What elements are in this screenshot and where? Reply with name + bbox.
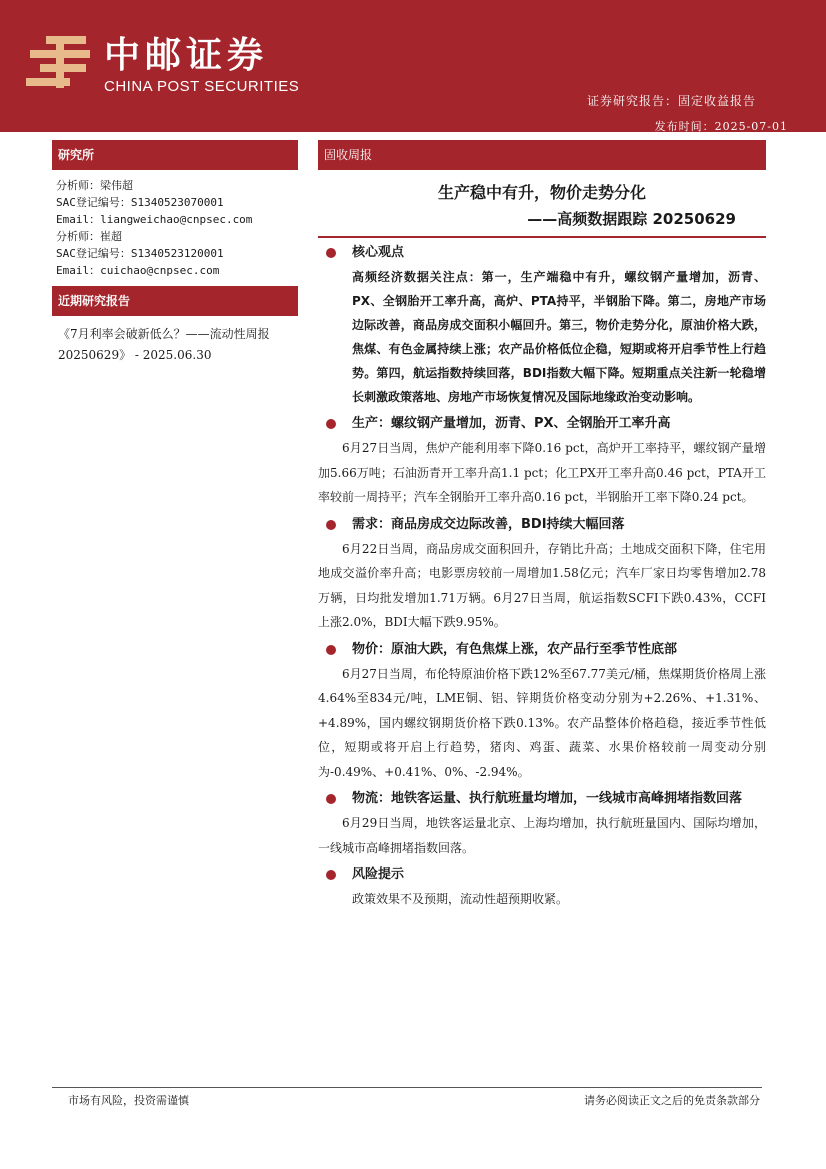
bullet-dot-icon [326,870,336,880]
analyst-info [52,170,298,286]
publish-date: 发布时间：2025-07-01 [654,120,788,133]
main-content [318,140,766,912]
recent-report-item[interactable]: 《7月利率会破新低么？——流动性周报 20250629》 - 2025.06.30 [58,327,270,362]
analyst-line: 分析师：崔超 [56,230,122,243]
footer-disclaimer-note: 请务必阅读正文之后的免责条款部分 [584,1094,760,1107]
section-body-core: 高频经济数据关注点：第一，生产端稳中有升，螺纹钢产量增加，沥青、PX、全钢胎开工率升高，高炉、PTA持平，半钢胎下降。第二，房地产市场边际改善，商品房成交面积小幅回升。第三，物价走势分化，原油价格大跌，焦煤、有色金属持续上涨；农产品价格低位企稳，短期或将开启季节性上行趋势。第四，航运指数持续回落，BDI指数大幅下降。短期重点关注新一轮稳增长刺激政策落地、房地产市场恢复情况及国际地缘政治变动影响。 [352,270,766,404]
institute-heading: 研究所 [52,140,298,170]
analyst-line: 分析师：梁伟超 [56,179,133,192]
recent-reports-heading: 近期研究报告 [52,286,298,316]
header-band [0,0,826,132]
section-body-risk: 政策效果不及预期，流动性超预期收紧。 [352,892,569,906]
section-heading-risk: 风险提示 [318,865,766,885]
bullet-dot-icon [326,794,336,804]
sidebar [52,140,298,374]
bullet-dot-icon [326,248,336,258]
section-body-production: 6月27日当周，焦炉产能利用率下降0.16 pct，高炉开工率持平，螺纹钢产量增加5.66万吨；石油沥青开工率升高1.1 pct；化工PX开工率升高0.46 pct，PTA开工率较前一周持平；汽车全钢胎开工率升高0.16 pct，半钢胎开工率下降0.24 pct。 [318,441,766,504]
analyst-line: SAC登记编号：S1340523070001 [56,196,224,209]
section-heading-production: 生产：螺纹钢产量增加，沥青、PX、全钢胎开工率升高 [318,414,766,434]
section-heading-prices: 物价：原油大跌，有色焦煤上涨，农产品行至季节性底部 [318,640,766,660]
title-divider [318,236,766,238]
report-category-tag: 固收周报 [318,140,766,170]
report-title: 生产稳中有升，物价走势分化 [437,183,646,202]
analyst-email[interactable]: Email：cuichao@cnpsec.com [56,264,220,277]
analyst-line: SAC登记编号：S1340523120001 [56,247,224,260]
footer-divider [52,1087,762,1088]
bullet-dot-icon [326,520,336,530]
china-post-logo-icon [26,34,94,90]
brand-name-cn: 中邮证券 [104,35,269,76]
section-heading-core: 核心观点 [318,243,766,263]
footer-risk-note: 市场有风险，投资需谨慎 [68,1094,189,1107]
bullet-dot-icon [326,419,336,429]
report-type: 证券研究报告：固定收益报告 [586,94,756,108]
bullet-dot-icon [326,645,336,655]
section-body-demand: 6月22日当周，商品房成交面积回升，存销比升高；土地成交面积下降，住宅用地成交溢价率升高；电影票房较前一周增加1.58亿元；汽车厂家日均零售增加2.78万辆，日均批发增加1.71万辆。6月27日当周，航运指数SCFI下跌0.43%，CCFI上涨2.0%，BDI大幅下跌9.95%。 [318,541,766,629]
analyst-email[interactable]: Email：liangweichao@cnpsec.com [56,213,253,226]
section-heading-demand: 需求：商品房成交边际改善，BDI持续大幅回落 [318,515,766,535]
report-subtitle: ——高频数据跟踪 20250629 [527,210,736,228]
section-body-logistics: 6月29日当周，地铁客运量北京、上海均增加，执行航班量国内、国际均增加，一线城市高峰拥堵指数回落。 [318,816,766,855]
brand-name-en: CHINA POST SECURITIES [104,78,300,95]
section-heading-logistics: 物流：地铁客运量、执行航班量均增加，一线城市高峰拥堵指数回落 [318,789,766,809]
section-body-prices: 6月27日当周，布伦特原油价格下跌12%至67.77美元/桶，焦煤期货价格周上涨4.64%至834元/吨，LME铜、铝、锌期货价格变动分别为+2.26%、+1.31%、+4.89%，国内螺纹钢期货价格下跌0.13%。农产品整体价格趋稳，接近季节性低位，短期或将开启上行趋势，猪肉、鸡蛋、蔬菜、水果价格较前一周变动分别为-0.49%、+0.41%、0%、-2.94%。 [318,666,766,779]
